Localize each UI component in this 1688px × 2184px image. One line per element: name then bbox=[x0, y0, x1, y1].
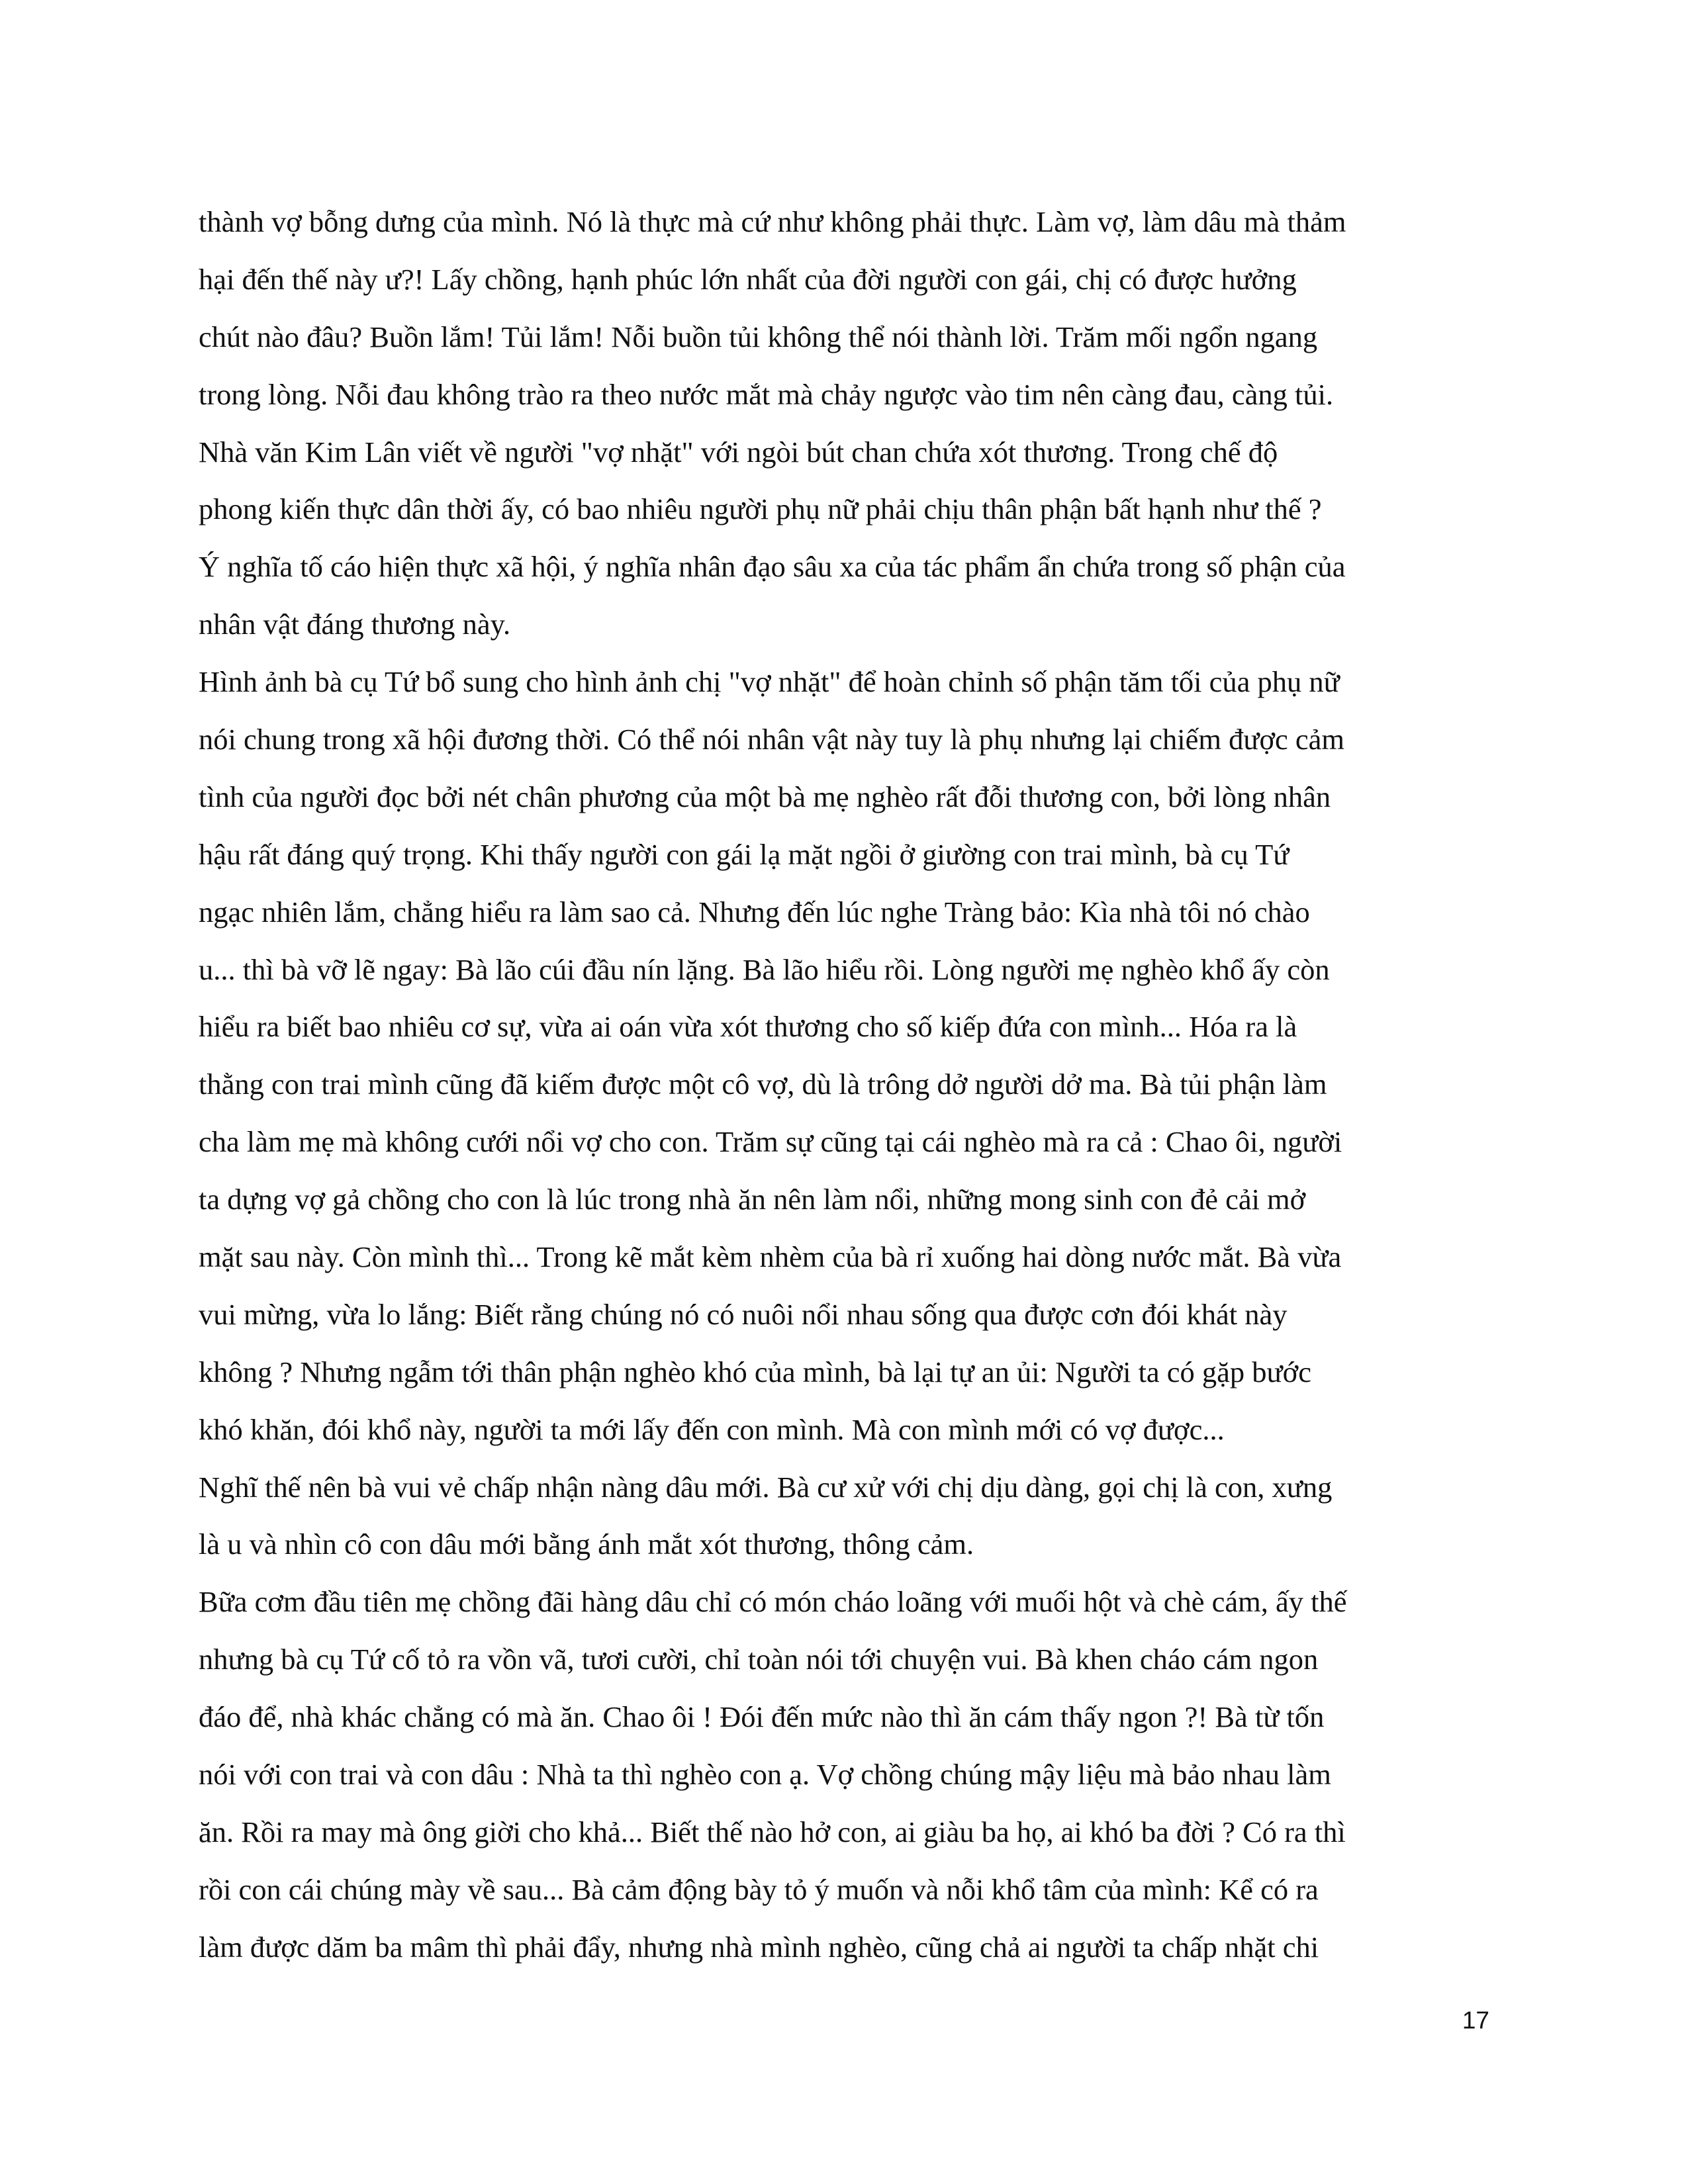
text-line: Nghĩ thế nên bà vui vẻ chấp nhận nàng dâu mới. Bà cư xử với chị dịu dàng, gọi chị là con, xưng bbox=[199, 1470, 1333, 1504]
text-line: là u và nhìn cô con dâu mới bằng ánh mắt xót thương, thông cảm. bbox=[199, 1527, 974, 1561]
text-line: nhưng bà cụ Tứ cố tỏ ra vồn vã, tươi cười, chỉ toàn nói tới chuyện vui. Bà khen cháo cám ngon bbox=[199, 1643, 1319, 1676]
text-line: thành vợ bỗng dưng của mình. Nó là thực mà cứ như không phải thực. Làm vợ, làm dâu mà thảm bbox=[199, 205, 1346, 238]
text-line: thằng con trai mình cũng đã kiếm được một cô vợ, dù là trông dở người dở ma. Bà tủi phận làm bbox=[199, 1068, 1327, 1101]
text-line: hiểu ra biết bao nhiêu cơ sự, vừa ai oán vừa xót thương cho số kiếp đứa con mình... Hóa ra là bbox=[199, 1010, 1297, 1044]
text-line: Nhà văn Kim Lân viết về người "vợ nhặt" với ngòi bút chan chứa xót thương. Trong chế độ bbox=[199, 435, 1278, 469]
text-line: trong lòng. Nỗi đau không trào ra theo nước mắt mà chảy ngược vào tim nên càng đau, càng tủi. bbox=[199, 377, 1334, 411]
text-line: chút nào đâu? Buồn lắm! Tủi lắm! Nỗi buồn tủi không thể nói thành lời. Trăm mối ngổn ngang bbox=[199, 320, 1318, 353]
text-line: đáo để, nhà khác chẳng có mà ăn. Chao ôi ! Đói đến mức nào thì ăn cám thấy ngon ?! Bà từ tốn bbox=[199, 1700, 1325, 1734]
text-line: nói chung trong xã hội đương thời. Có thể nói nhân vật này tuy là phụ nhưng lại chiếm được cảm bbox=[199, 723, 1345, 756]
text-line: u... thì bà vỡ lẽ ngay: Bà lão cúi đầu nín lặng. Bà lão hiểu rồi. Lòng người mẹ nghèo khổ ấy còn bbox=[199, 952, 1330, 986]
text-line: tình của người đọc bởi nét chân phương của một bà mẹ nghèo rất đỗi thương con, bởi lòng nhân bbox=[199, 780, 1331, 813]
text-line: Bữa cơm đầu tiên mẹ chồng đãi hàng dâu chỉ có món cháo loãng với muối hột và chè cám, ấy thế bbox=[199, 1585, 1347, 1619]
text-line: khó khăn, đói khổ này, người ta mới lấy đến con mình. Mà con mình mới có vợ được... bbox=[199, 1412, 1225, 1446]
text-line: vui mừng, vừa lo lắng: Biết rằng chúng nó có nuôi nổi nhau sống qua được cơn đói khát này bbox=[199, 1297, 1288, 1331]
text-line: nhân vật đáng thương này. bbox=[199, 608, 511, 641]
text-line: hậu rất đáng quý trọng. Khi thấy người con gái lạ mặt ngồi ở giường con trai mình, bà cụ Tứ bbox=[199, 837, 1289, 871]
text-line: ta dựng vợ gả chồng cho con là lúc trong nhà ăn nên làm nổi, những mong sinh con đẻ cải mở bbox=[199, 1183, 1306, 1216]
text-line: Ý nghĩa tố cáo hiện thực xã hội, ý nghĩa nhân đạo sâu xa của tác phẩm ẩn chứa trong số phận của bbox=[199, 550, 1346, 584]
text-line: phong kiến thực dân thời ấy, có bao nhiêu người phụ nữ phải chịu thân phận bất hạnh như thế ? bbox=[199, 492, 1322, 526]
text-line: rồi con cái chúng mày về sau... Bà cảm động bày tỏ ý muốn và nỗi khổ tâm của mình: Kể có ra bbox=[199, 1872, 1319, 1906]
text-line: nói với con trai và con dâu : Nhà ta thì nghèo con ạ. Vợ chồng chúng mậy liệu mà bảo nhau làm bbox=[199, 1758, 1331, 1792]
text-line: Hình ảnh bà cụ Tứ bổ sung cho hình ảnh chị "vợ nhặt" để hoàn chỉnh số phận tăm tối của phụ nữ bbox=[199, 665, 1340, 699]
text-line: mặt sau này. Còn mình thì... Trong kẽ mắt kèm nhèm của bà rỉ xuống hai dòng nước mắt. Bà vừa bbox=[199, 1240, 1342, 1274]
text-line: ăn. Rồi ra may mà ông giời cho khả... Biết thế nào hở con, ai giàu ba họ, ai khó ba đời ? Có ra thì bbox=[199, 1815, 1346, 1848]
page-number: 17 bbox=[1462, 2007, 1489, 2034]
text-line: làm được dăm ba mâm thì phải đẩy, nhưng nhà mình nghèo, cũng chả ai người ta chấp nhặt chi bbox=[199, 1930, 1319, 1964]
text-line: không ? Nhưng ngẫm tới thân phận nghèo khó của mình, bà lại tự an ủi: Người ta có gặp bước bbox=[199, 1355, 1311, 1388]
page-body bbox=[199, 193, 1496, 1976]
text-line: cha làm mẹ mà không cưới nổi vợ cho con. Trăm sự cũng tại cái nghèo mà ra cả : Chao ôi, người bbox=[199, 1125, 1342, 1159]
text-line: ngạc nhiên lắm, chẳng hiểu ra làm sao cả. Nhưng đến lúc nghe Tràng bảo: Kìa nhà tôi nó chào bbox=[199, 895, 1310, 929]
text-line: hại đến thế này ư?! Lấy chồng, hạnh phúc lớn nhất của đời người con gái, chị có được hưởng bbox=[199, 262, 1297, 296]
